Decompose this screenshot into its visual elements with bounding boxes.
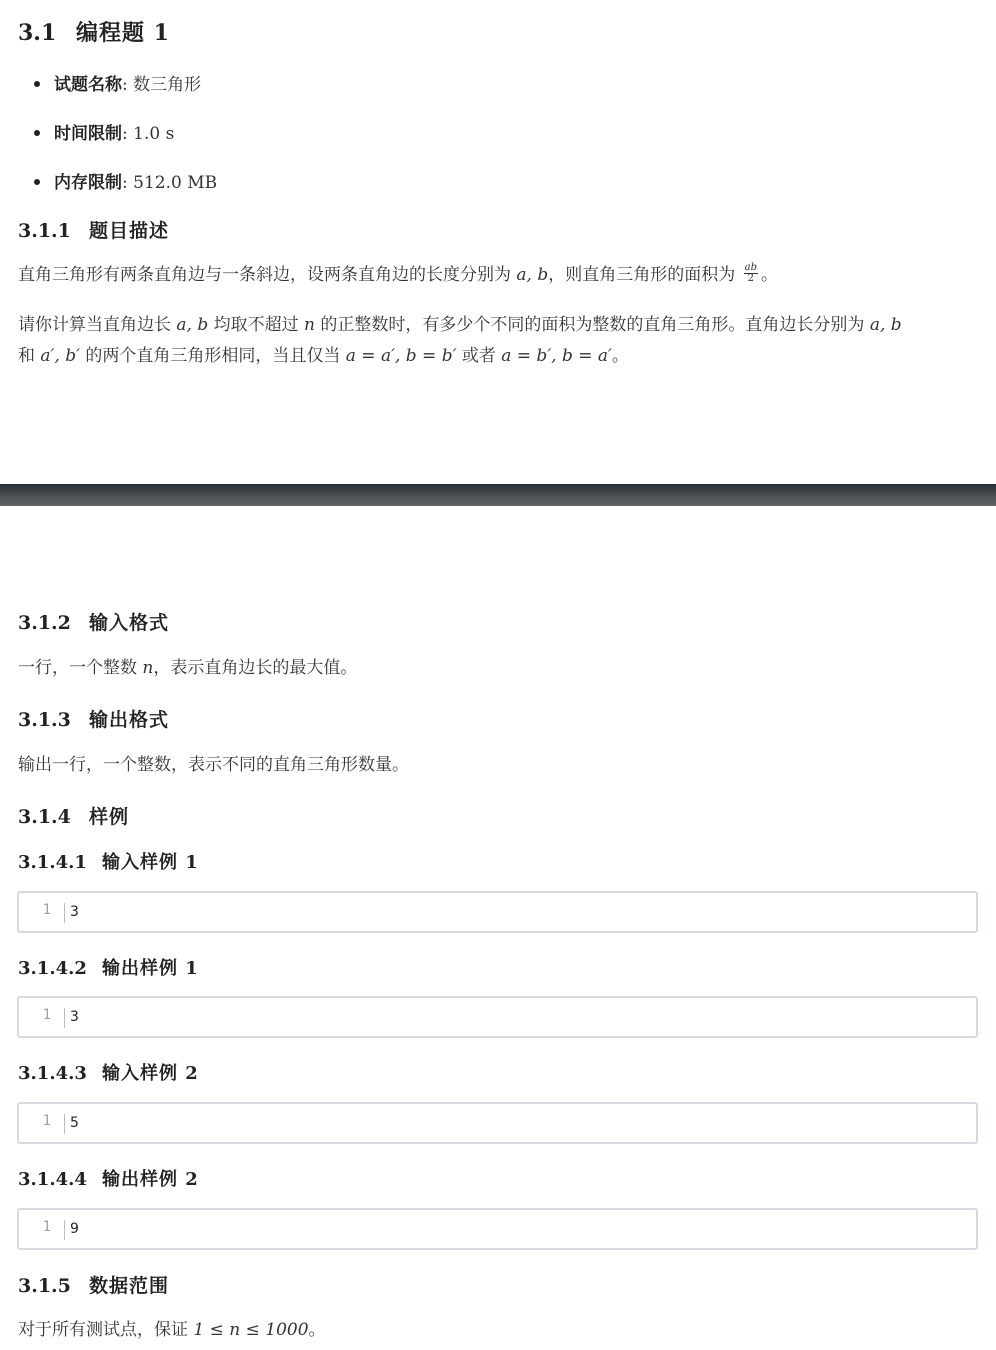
info-label: 时间限制: [54, 124, 122, 144]
math: a, b: [516, 265, 549, 285]
subsection-number: 3.1.1: [18, 220, 71, 242]
math: 1 ≤ n ≤ 1000: [193, 1320, 309, 1340]
info-value: 1.0 s: [133, 124, 175, 144]
math: a, b: [176, 315, 209, 335]
info-item-memory: [34, 168, 217, 193]
section-title: 编程题 1: [76, 20, 170, 46]
description-heading: [18, 216, 169, 243]
bullet-icon: [34, 81, 40, 87]
code-text[interactable]: 3: [70, 904, 79, 920]
subsection-number: 3.1.5: [18, 1275, 71, 1297]
subsection-number: 3.1.4: [18, 806, 71, 828]
sample-title: 输入样例 1: [102, 852, 199, 873]
subsection-title: 输出格式: [89, 709, 170, 731]
gutter-divider: [64, 1114, 65, 1134]
samples-heading: [18, 802, 129, 829]
info-sep: :: [122, 124, 128, 144]
sample-title: 输出样例 2: [102, 1169, 199, 1190]
input-format-heading: [18, 608, 169, 635]
math: n: [142, 658, 154, 678]
sample-heading: [18, 848, 199, 874]
sample-number: 3.1.4.2: [18, 958, 87, 979]
input-format-text: [18, 653, 357, 684]
sample-heading: [18, 1059, 199, 1085]
sample-number: 3.1.4.1: [18, 852, 87, 873]
range-heading: [18, 1271, 169, 1298]
sample-heading: [18, 954, 199, 980]
code-block[interactable]: [17, 891, 978, 933]
gutter-divider: [64, 1008, 65, 1028]
code-block[interactable]: [17, 996, 978, 1038]
subsection-title: 样例: [89, 806, 130, 828]
code-text[interactable]: 9: [70, 1221, 79, 1237]
page-break-divider: [0, 484, 996, 506]
info-value: 数三角形: [133, 75, 202, 95]
text: 直角三角形有两条直角边与一条斜边，设两条直角边的长度分别为: [18, 265, 517, 285]
info-sep: :: [122, 173, 128, 193]
text: 的两个直角三角形相同，当且仅当: [79, 346, 346, 366]
gutter-divider: [64, 903, 65, 923]
math: a = a′, b = b′: [345, 346, 457, 366]
text: 均取不超过: [208, 315, 305, 335]
bullet-icon: [34, 179, 40, 185]
output-format-heading: [18, 705, 169, 732]
description-paragraph-1: [18, 260, 778, 291]
code-text[interactable]: 3: [70, 1009, 79, 1025]
text: 一行，一个整数: [18, 658, 143, 678]
info-sep: :: [122, 75, 128, 95]
text: ，表示直角边长的最大值。: [153, 658, 358, 678]
info-item-name: [34, 70, 201, 95]
math: a, b: [869, 315, 902, 335]
range-text: [18, 1315, 326, 1346]
sample-title: 输入样例 2: [102, 1063, 199, 1084]
section-heading: [18, 16, 170, 47]
math: n: [304, 315, 315, 335]
text: 的正整数时，有多少个不同的面积为整数的直角三角形。直角边长分别为: [315, 315, 870, 335]
text: 对于所有测试点，保证: [18, 1320, 194, 1340]
info-label: 试题名称: [54, 75, 122, 95]
text: 。: [308, 1320, 326, 1340]
bullet-icon: [34, 130, 40, 136]
info-label: 内存限制: [54, 173, 122, 193]
text: ，则直角三角形的面积为: [548, 265, 741, 285]
fraction: [744, 263, 758, 284]
code-block[interactable]: [17, 1102, 978, 1144]
math: a = b′, b = a′: [501, 346, 612, 366]
line-number: 1: [42, 1113, 51, 1129]
subsection-number: 3.1.2: [18, 612, 71, 634]
description-paragraph-2-line-1: [18, 310, 902, 341]
subsection-title: 题目描述: [89, 220, 170, 242]
text: 。: [611, 346, 629, 366]
sample-title: 输出样例 1: [102, 958, 199, 979]
description-paragraph-2-line-2: [18, 341, 629, 372]
sample-number: 3.1.4.3: [18, 1063, 87, 1084]
gutter-divider: [64, 1220, 65, 1240]
math: a′, b′: [40, 346, 80, 366]
line-number: 1: [42, 902, 51, 918]
info-value: 512.0 MB: [133, 173, 218, 193]
subsection-title: 数据范围: [89, 1275, 170, 1297]
code-text[interactable]: 5: [70, 1115, 79, 1131]
text: 或者: [456, 346, 502, 366]
sample-heading: [18, 1165, 199, 1191]
text: 请你计算当直角边长: [18, 315, 177, 335]
line-number: 1: [42, 1219, 51, 1235]
subsection-number: 3.1.3: [18, 709, 71, 731]
text: 和: [18, 346, 41, 366]
sample-number: 3.1.4.4: [18, 1169, 87, 1190]
info-item-time: [34, 119, 174, 144]
code-block[interactable]: [17, 1208, 978, 1250]
text: 。: [761, 265, 779, 285]
section-number: 3.1: [18, 20, 57, 46]
output-format-text: 输出一行，一个整数，表示不同的直角三角形数量。: [18, 755, 409, 775]
line-number: 1: [42, 1007, 51, 1023]
fraction-denominator: 2: [747, 273, 755, 284]
subsection-title: 输入格式: [89, 612, 170, 634]
fraction-numerator: ab: [744, 262, 758, 273]
